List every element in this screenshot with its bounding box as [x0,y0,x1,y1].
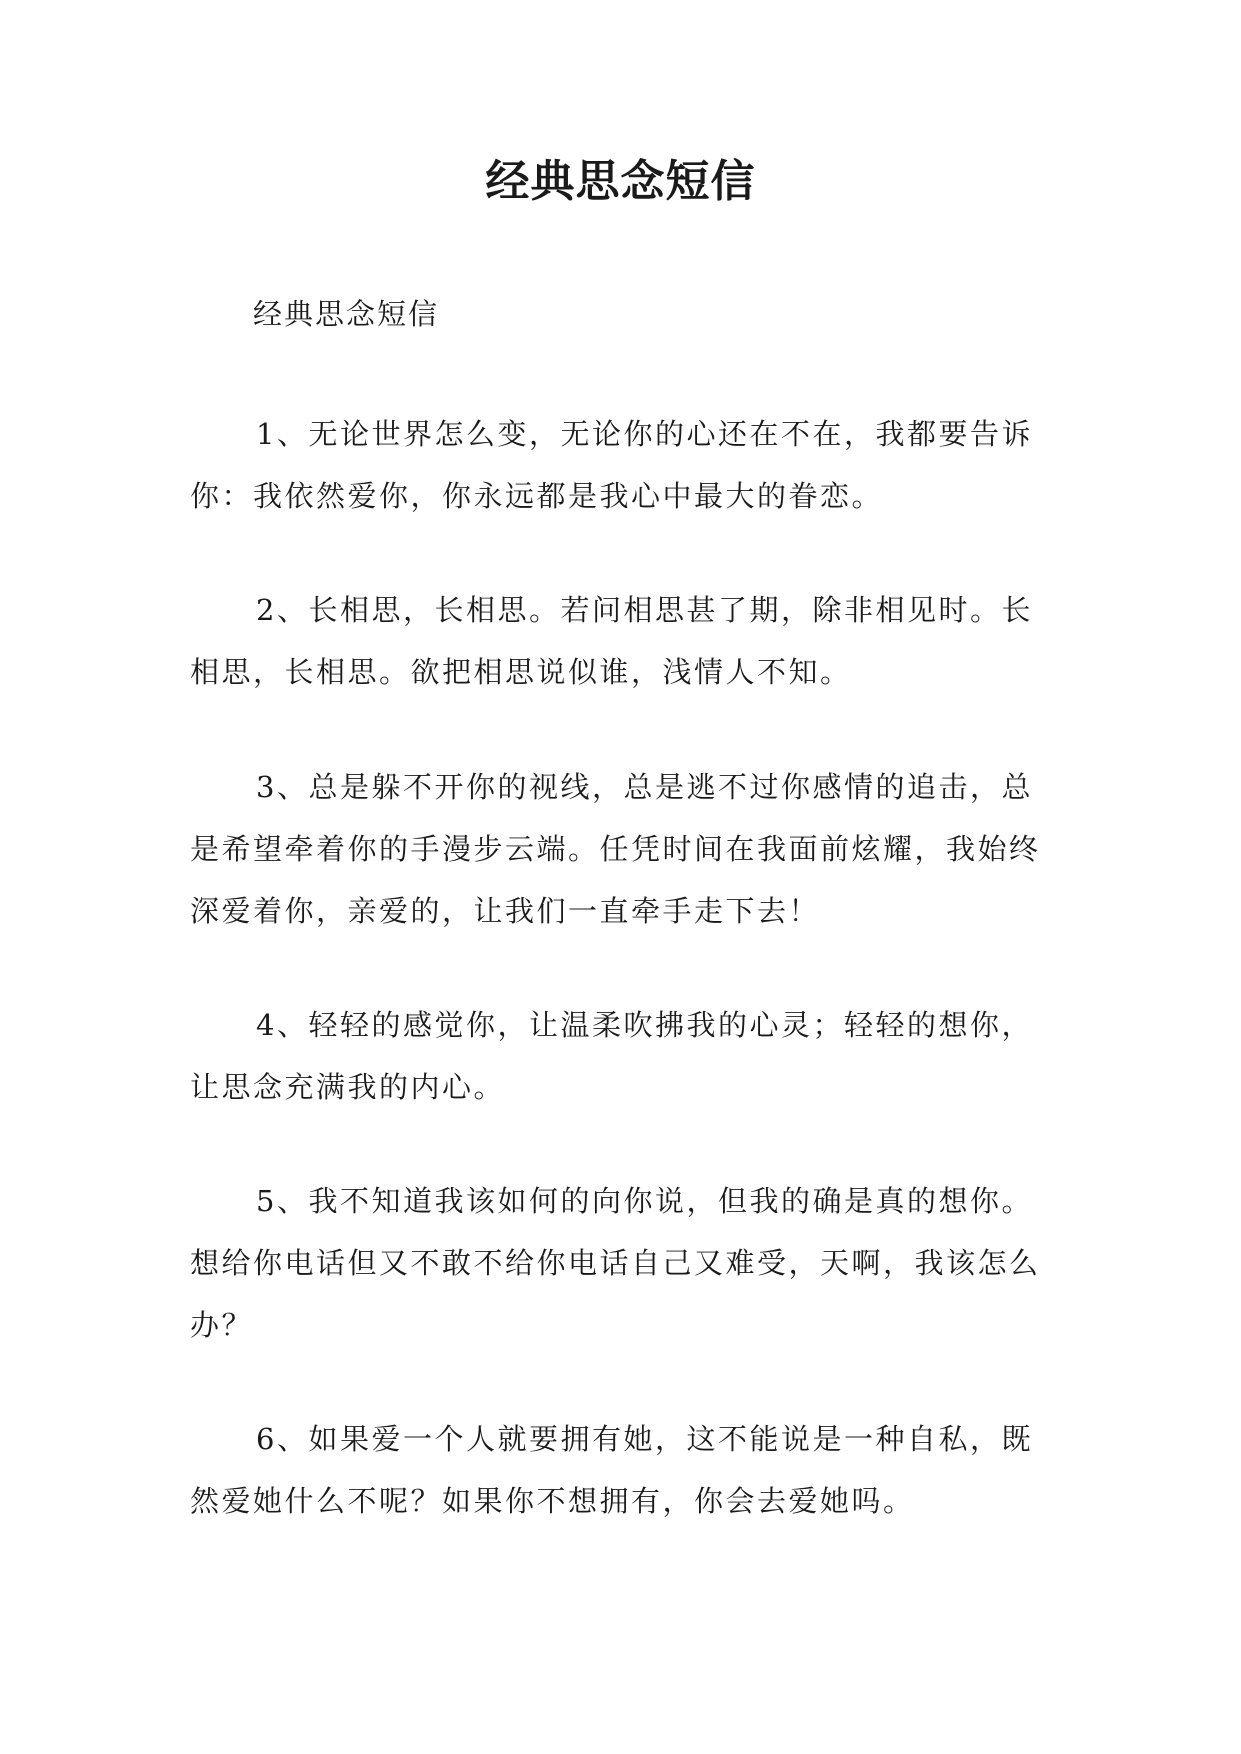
document-subtitle: 经典思念短信 [253,297,440,331]
message-item-5: 5、我不知道我该如何的向你说，但我的确是真的想你。想给你电话但又不敢不给你电话自己又难受，天啊，我该怎么办？ [190,1184,1041,1342]
message-item-6: 6、如果爱一个人就要拥有她，这不能说是一种自私，既然爱她什么不呢？如果你不想拥有，你会去爱她吗。 [190,1422,1033,1518]
message-item-4: 4、轻轻的感觉你，让温柔吹拂我的心灵；轻轻的想你，让思念充满我的内心。 [190,1008,1033,1104]
document-title: 经典思念短信 [485,156,756,207]
message-item-2: 2、长相思，长相思。若问相思甚了期，除非相见时。长相思，长相思。欲把相思说似谁，浅情人不知。 [190,593,1033,689]
message-item-3: 3、总是躲不开你的视线，总是逃不过你感情的追击，总是希望牵着你的手漫步云端。任凭时间在我面前炫耀，我始终深爱着你，亲爱的，让我们一直牵手走下去！ [190,770,1041,928]
message-item-1: 1、无论世界怎么变，无论你的心还在不在，我都要告诉你：我依然爱你，你永远都是我心中最大的眷恋。 [190,417,1033,513]
